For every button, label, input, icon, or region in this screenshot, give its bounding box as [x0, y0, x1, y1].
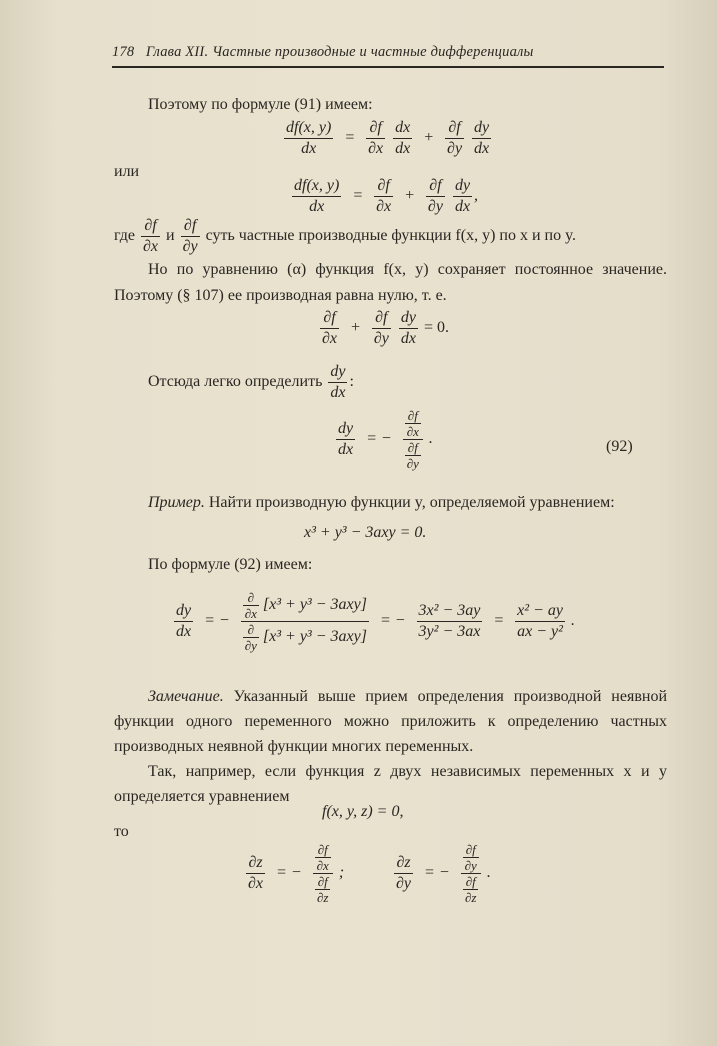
- remark-label: Замечание.: [148, 688, 224, 705]
- fraction: $\frac{df(x, y)}{dx}$: [286, 119, 332, 157]
- equation-example-result: $\frac{dy}{dx}$ = − $\frac{\partial}{\partial x}$ [x³ + y³ − 3axy] $\frac{\partial}{\partial y}$ [x³ + y³ − 3axy] = − $\frac{\text{3x² − 3ay}}{\text{3y² − 3ax}}$ = $\frac{\text{x² − ay}}{\text{ax − y²}}$ .: [176, 590, 575, 653]
- equation-curve: x³ + y³ − 3axy = 0.: [304, 524, 427, 541]
- header-rule: [112, 66, 664, 68]
- running-header: [112, 44, 667, 61]
- equation-partial-z-x: $\frac{\partial z}{\partial x}$ = − $\frac{\frac{\partial f}{\partial x}}{\frac{\partial f}{\partial z}}$ ;: [248, 842, 345, 905]
- equation-92: $\frac{dy}{dx}$ = − $\frac{\frac{\partial f}{\partial x}}{\frac{\partial f}{\partial y}}$ .: [338, 408, 433, 471]
- remark-paragraph: Замечание. Указанный выше прием определения производной неявной функции одного переменного можно приложить к определению частных производных неявной функции многих переменных.: [114, 688, 668, 755]
- equation-number-92: (92): [606, 438, 633, 455]
- paragraph-hence: Отсюда легко определить $\frac{dy}{dx}$ :: [148, 363, 354, 401]
- paragraph-1: Поэтому по формуле (91) имеем:: [148, 96, 373, 113]
- page-number: 178: [112, 44, 135, 60]
- equation-total-derivative-2: $\frac{df(x, y)}{dx}$ = $\frac{\partial f}{\partial x}$ + $\frac{\partial f}{\partial y}$ $\frac{dy}{dx}$ ,: [294, 177, 479, 215]
- equation-fxyz: f(x, y, z) = 0,: [322, 803, 404, 820]
- example-label: Пример.: [148, 494, 205, 511]
- paragraph-constant: Но по уравнению (α) функция f(x, y) сохраняет постоянное значение. Поэтому (§ 107) ее производная равна нулю, т. е.: [114, 261, 667, 304]
- equation-partial-z-y: $\frac{\partial z}{\partial y}$ = − $\frac{\frac{\partial f}{\partial y}}{\frac{\partial f}{\partial z}}$ .: [396, 842, 491, 905]
- paragraph-where: где $\frac{\partial f}{\partial x}$ и $\frac{\partial f}{\partial y}$ суть частные производные функции f(x, y) по x и по y.: [114, 217, 577, 255]
- chapter-title: Глава XII. Частные производные и частные дифференциалы: [145, 44, 534, 60]
- paragraph-formula-92: По формуле (92) имеем:: [148, 556, 313, 573]
- word-then: то: [114, 823, 129, 840]
- word-or: или: [114, 163, 140, 180]
- equation-zero: $\frac{\partial f}{\partial x}$ + $\frac{\partial f}{\partial y}$ $\frac{dy}{dx}$ = 0.: [322, 309, 449, 347]
- example-paragraph: Пример. Найти производную функции y, определяемой уравнением:: [148, 494, 615, 511]
- paragraph-example-z: Так, например, если функция z двух независимых переменных x и y определяется уравнением: [114, 763, 667, 805]
- equation-total-derivative: $\frac{df(x, y)}{dx}$ = $\frac{\partial f}{\partial x}$ $\frac{dx}{dx}$ + $\frac{\partial f}{\partial y}$ $\frac{dy}{dx}$: [286, 119, 490, 157]
